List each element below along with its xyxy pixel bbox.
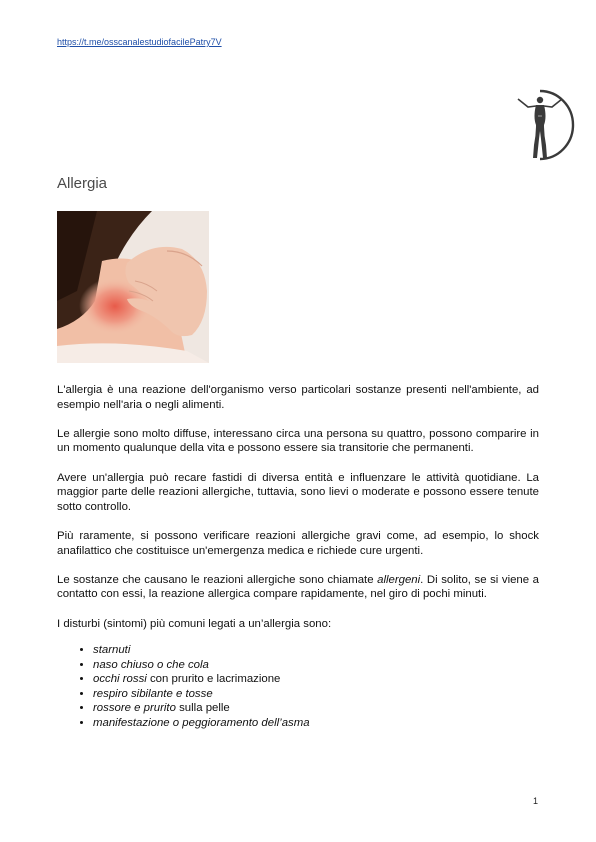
- list-item: • starnuti: [93, 643, 539, 658]
- list-item: • naso chiuso o che cola: [93, 658, 539, 673]
- page-number: 1: [533, 796, 539, 806]
- allergens-text-before: Le sostanze che causano le reazioni allergiche sono chiamate: [57, 573, 378, 586]
- human-figure-logo-icon: [512, 87, 576, 163]
- page-title: Allergia: [57, 175, 108, 193]
- paragraph-definition: L'allergia è una reazione dell'organismo verso particolari sostanze presenti nell'ambiente, ad esempio nell'aria o negli alimenti.: [57, 384, 539, 411]
- telegram-link[interactable]: https://t.me/osscanalestudiofacilePatry7V: [57, 37, 222, 47]
- paragraph-allergens: [57, 573, 539, 602]
- allergens-text-after: . Di solito, se si viene a contatto con essi, la reazione allergica compare rapidamente, nel giro di pochi minuti.: [57, 573, 539, 601]
- allergens-term: allergeni: [377, 573, 421, 586]
- article-body: [57, 383, 539, 731]
- list-item: • respiro sibilante e tosse: [93, 687, 539, 702]
- paragraph-severe-reactions: Più raramente, si possono verificare reazioni allergiche gravi come, ad esempio, lo shock anafilattico che costituisce un'emergenza medica e richiede cure urgenti.: [57, 529, 539, 557]
- paragraph-effects: Avere un'allergia può recare fastidi di diversa entità e influenzare le attività quotidiane. La maggior parte delle reazioni allergiche, tuttavia, sono lievi o moderate e possono essere tenute sotto controllo.: [57, 471, 539, 513]
- neck-itch-photo: [57, 211, 209, 363]
- symptoms-list: [57, 643, 539, 731]
- list-item: • rossore e prurito sulla pelle: [93, 701, 539, 716]
- paragraph-symptoms-intro: I disturbi (sintomi) più comuni legati a un’allergia sono:: [57, 617, 332, 630]
- list-item: • occhi rossi con prurito e lacrimazione: [93, 672, 539, 687]
- paragraph-diffusion: Le allergie sono molto diffuse, interessano circa una persona su quattro, possono comparire in un momento qualunque della vita e possono essere sia transitorie che permanenti.: [57, 427, 539, 455]
- list-item: • manifestazione o peggioramento dell’asma: [93, 716, 539, 731]
